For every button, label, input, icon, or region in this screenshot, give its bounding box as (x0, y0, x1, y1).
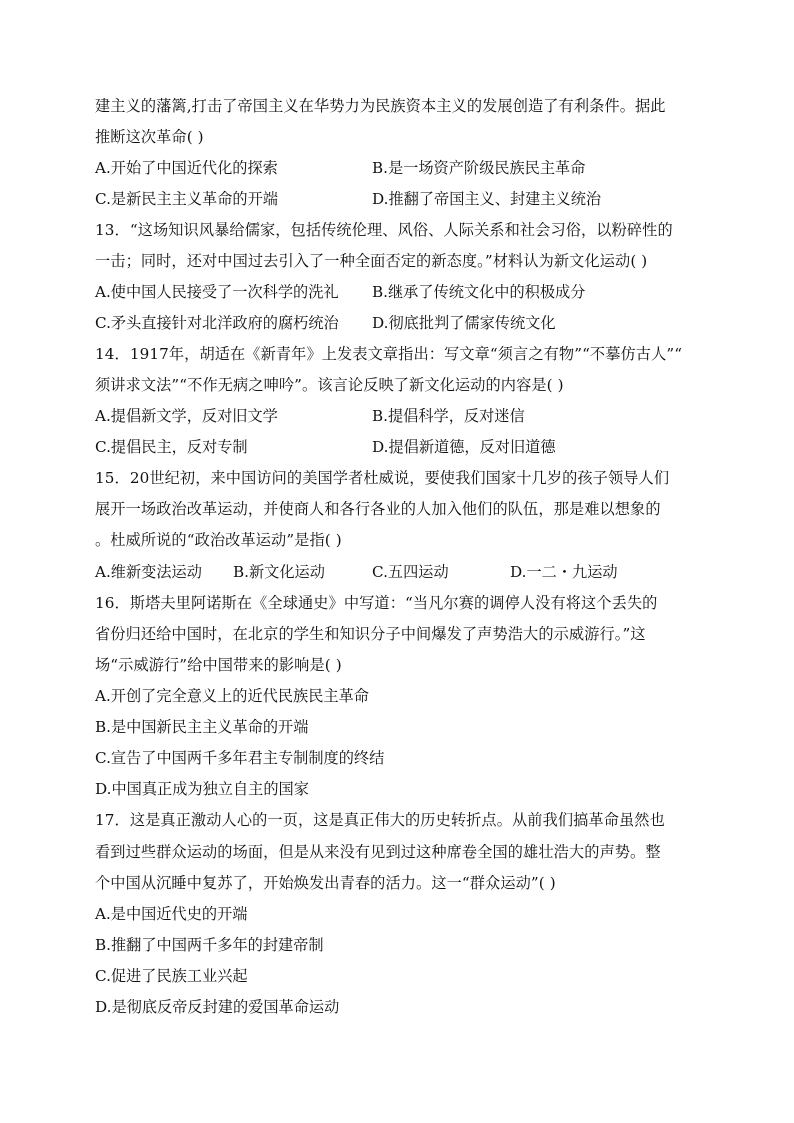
q16-stem-line3: 场“示威游行”给中国带来的影响是( ) (95, 656, 342, 674)
q12-option-c: C.是新民主主义革命的开端 (95, 190, 278, 208)
q17-stem-line2: 看到过些群众运动的场面，但是从来没有见到过这种席卷全国的雄壮浩大的声势。整 (95, 843, 661, 861)
q17-option-c: C.促进了民族工业兴起 (95, 967, 248, 985)
q14-option-d: D.提倡新道德，反对旧道德 (372, 438, 556, 456)
q14-stem-line1: 14．1917年，胡适在《新青年》上发表文章指出：写文章“须言之有物”“不摹仿古人”“ (95, 345, 683, 363)
q17-option-d: D.是彻底反帝反封建的爱国革命运动 (95, 998, 340, 1016)
q12-option-d: D.推翻了帝国主义、封建主义统治 (372, 190, 602, 208)
q14-option-a: A.提倡新文学，反对旧文学 (95, 407, 278, 425)
q16-stem-line1: 16．斯塔夫里阿诺斯在《全球通史》中写道：“当凡尔赛的调停人没有将这个丢失的 (95, 594, 658, 612)
q12-option-b: B.是一场资产阶级民族民主革命 (372, 159, 586, 177)
q14-option-c: C.提倡民主，反对专制 (95, 438, 248, 456)
q12-stem-line2: 推断这次革命( ) (95, 128, 204, 146)
q17-option-b: B.推翻了中国两千多年的封建帝制 (95, 936, 324, 954)
q16-option-d: D.中国真正成为独立自主的国家 (95, 780, 309, 798)
q17-stem-line3: 个中国从沉睡中复苏了，开始焕发出青春的活力。这一“群众运动”( ) (95, 874, 556, 892)
q15-option-c: C.五四运动 (372, 563, 449, 581)
q17-option-a: A.是中国近代史的开端 (95, 905, 248, 923)
q16-option-c: C.宣告了中国两千多年君主专制制度的终结 (95, 749, 385, 767)
q14-option-b: B.提倡科学，反对迷信 (372, 407, 525, 425)
q13-option-d: D.彻底批判了儒家传统文化 (372, 314, 556, 332)
q12-option-a: A.开始了中国近代化的探索 (95, 159, 278, 177)
q15-option-a: A.维新变法运动 (95, 563, 202, 581)
q13-option-a: A.使中国人民接受了一次科学的洗礼 (95, 283, 339, 301)
q15-option-d: D.一二・九运动 (510, 563, 618, 581)
q16-stem-line2: 省份归还给中国时，在北京的学生和知识分子中间爆发了声势浩大的示威游行。”这 (95, 625, 646, 643)
q13-stem-line2: 一击；同时，还对中国过去引入了一种全面否定的新态度。”材料认为新文化运动( ) (95, 252, 648, 270)
q15-stem-line3: 。杜威所说的“政治改革运动”是指( ) (95, 531, 342, 549)
q13-option-c: C.矛头直接针对北洋政府的腐朽统治 (95, 314, 339, 332)
q16-option-a: A.开创了完全意义上的近代民族民主革命 (95, 687, 369, 705)
q13-stem-line1: 13．“这场知识风暴给儒家，包括传统伦理、风俗、人际关系和社会习俗，以粉碎性的 (95, 221, 673, 239)
q17-stem-line1: 17．这是真正激动人心的一页，这是真正伟大的历史转折点。从前我们搞革命虽然也 (95, 811, 665, 829)
q15-stem-line1: 15．20世纪初，来中国访问的美国学者杜威说，要使我们国家十几岁的孩子领导人们 (95, 469, 670, 487)
q16-option-b: B.是中国新民主主义革命的开端 (95, 718, 309, 736)
q13-option-b: B.继承了传统文化中的积极成分 (372, 283, 586, 301)
q15-stem-line2: 展开一场政治改革运动，并使商人和各行各业的人加入他们的队伍，那是难以想象的 (95, 500, 661, 518)
q12-stem-line1: 建主义的藩篱,打击了帝国主义在华势力为民族资本主义的发展创造了有利条件。据此 (95, 97, 666, 115)
q14-stem-line2: 须讲求文法”“不作无病之呻吟”。该言论反映了新文化运动的内容是( ) (95, 376, 564, 394)
q15-option-b: B.新文化运动 (233, 563, 325, 581)
